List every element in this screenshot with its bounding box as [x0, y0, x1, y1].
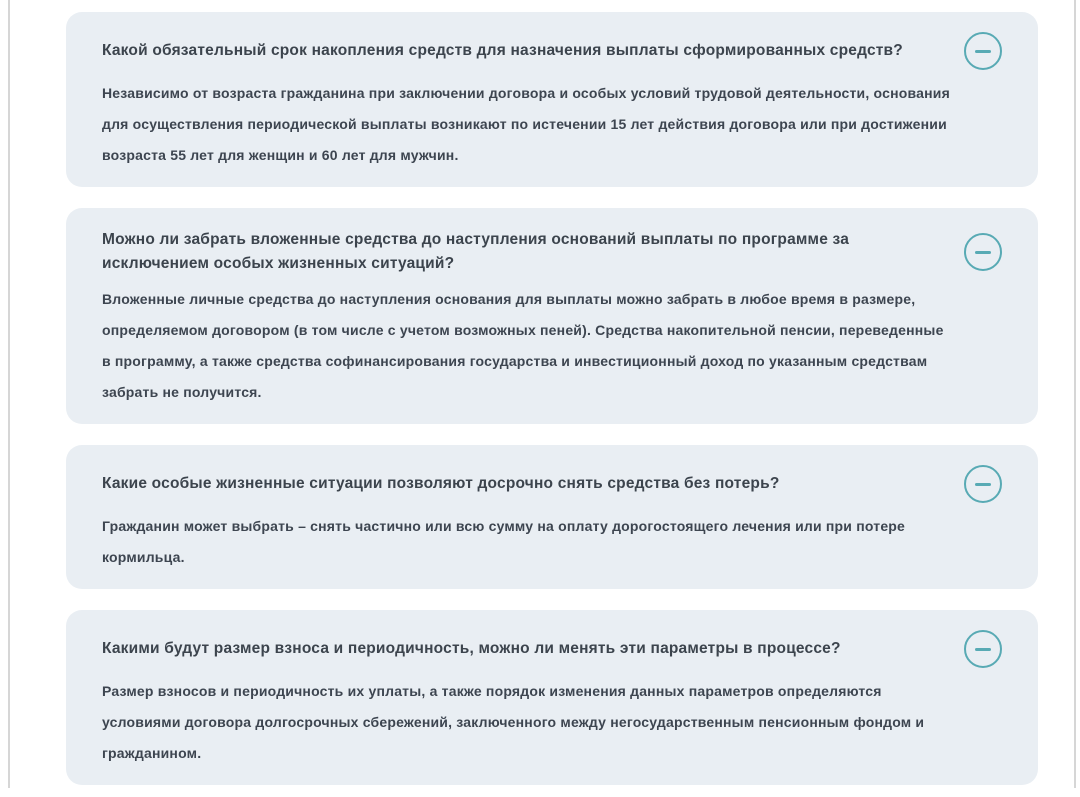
right-screen-edge-line [1074, 0, 1076, 788]
minus-icon [975, 251, 991, 254]
faq-question: Можно ли забрать вложенные средства до наступления оснований выплаты по программе за исключением особых жизненных ситуаций? [102, 231, 850, 272]
faq-answer: Независимо от возраста гражданина при заключении договора и особых условий трудовой деятельности, основания для осуществления периодической выплаты возникают по истечении 15 лет действия договора или при достижении возраста 55 лет для женщин и 60 лет для мужчин. [102, 85, 950, 163]
faq-card-1 [66, 12, 1038, 187]
faq-question: Какие особые жизненные ситуации позволяют досрочно снять средства без потерь? [102, 475, 780, 492]
minus-icon [975, 483, 991, 486]
faq-list [66, 12, 1038, 797]
faq-card-3 [66, 445, 1038, 589]
collapse-button[interactable] [964, 630, 1002, 668]
faq-question: Какими будут размер взноса и периодичность, можно ли менять эти параметры в процессе? [102, 640, 841, 657]
minus-icon [975, 50, 991, 53]
left-screen-edge-line [8, 0, 10, 788]
faq-card-1-header[interactable] [102, 32, 1002, 70]
collapse-button[interactable] [964, 233, 1002, 271]
collapse-button[interactable] [964, 32, 1002, 70]
faq-card-2 [66, 208, 1038, 424]
faq-card-4-header[interactable] [102, 630, 1002, 668]
faq-card-3-header[interactable] [102, 465, 1002, 503]
faq-answer: Размер взносов и периодичность их уплаты, а также порядок изменения данных параметров определяются условиями договора долгосрочных сбережений, заключенного между негосударственным пенсионным фондом и гражданином. [102, 683, 925, 761]
minus-icon [975, 648, 991, 651]
faq-card-2-header[interactable] [102, 228, 1002, 276]
faq-answer: Гражданин может выбрать – снять частично или всю сумму на оплату дорогостоящего лечения или при потере кормильца. [102, 518, 906, 565]
faq-question: Какой обязательный срок накопления средств для назначения выплаты сформированных средств? [102, 42, 903, 59]
faq-card-4 [66, 610, 1038, 785]
faq-answer: Вложенные личные средства до наступления основания для выплаты можно забрать в любое время в размере, определяемом договором (в том числе с учетом возможных пеней). Средства накопительной пенсии, переведенные в программу, а также средства софинансирования государства и инвестиционный доход по указанным средствам забрать не получится. [102, 291, 944, 400]
collapse-button[interactable] [964, 465, 1002, 503]
